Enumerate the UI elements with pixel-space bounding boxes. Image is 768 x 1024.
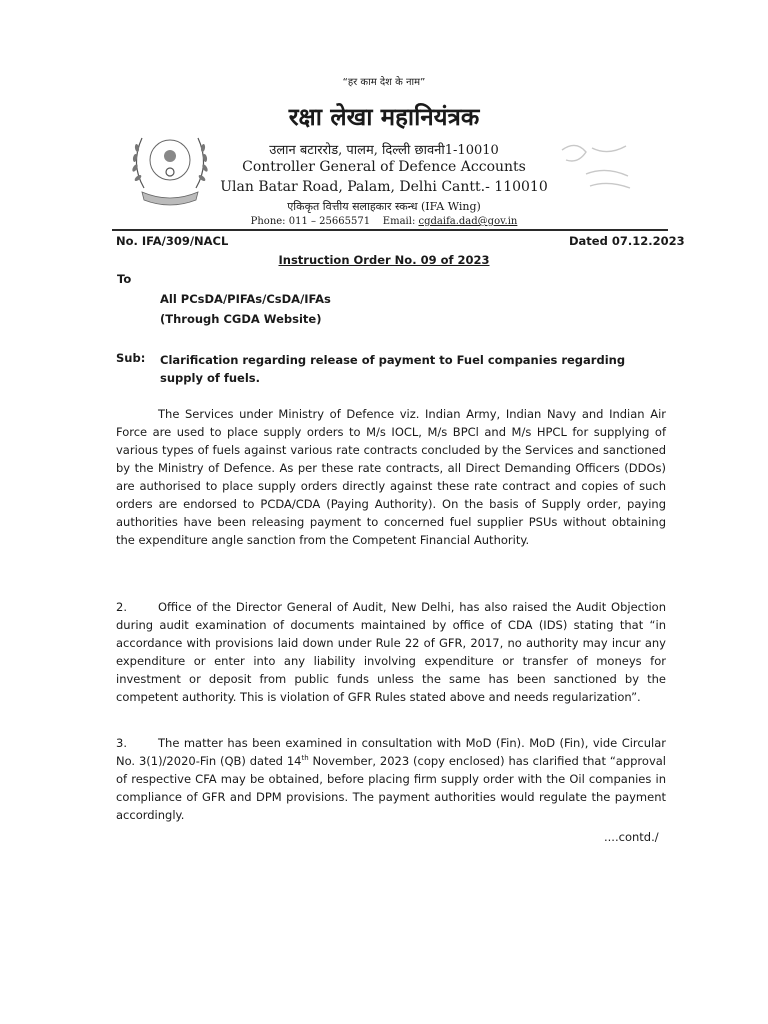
paragraph-3-text-b: November, 2023 (copy enclosed) has clarified that “approval of respective CFA may be obtained, before placing firm supply order with the Oil companies in compliance of GFR and DPM provisions. The payment authorities would regulate the payment accordingly. xyxy=(116,754,666,822)
addressee-line-1: All PCsDA/PIFAs/CsDA/IFAs xyxy=(160,292,331,306)
paragraph-2-text: Office of the Director General of Audit, New Delhi, has also raised the Audit Objection during audit examination of documents maintained by office of CDA (IDS) stating that “in accordance with provisions laid down under Rule 22 of GFR, 2017, no authority may incur any expenditure or enter into any liability involving expenditure or transfer of moneys for investment or deposit from public funds unless the same has been sanctioned by the competent authority. This is violation of GFR Rules stated above and needs regularization”. xyxy=(116,600,666,704)
instruction-order-title: Instruction Order No. 09 of 2023 xyxy=(278,253,490,267)
email-link[interactable]: cgdaifa.dad@gov.in xyxy=(418,216,518,227)
addressee-line-2: (Through CGDA Website) xyxy=(160,312,322,326)
header-divider xyxy=(112,229,668,231)
hindi-address: उलान बटाररोड, पालम, दिल्ली छावनी1-10010 xyxy=(269,143,499,158)
paragraph-3 xyxy=(116,734,666,824)
paragraph-2 xyxy=(116,598,666,706)
english-org-title: Controller General of Defence Accounts xyxy=(242,159,526,175)
paragraph-3-text-a: The matter has been examined in consultation with MoD (Fin). MoD (Fin), vide Circular No. 3(1)/2020-Fin (QB) dated 14 xyxy=(116,736,666,768)
date: Dated 07.12.2023 xyxy=(569,234,685,248)
continued-marker: ....contd./ xyxy=(604,830,659,844)
to-label: To xyxy=(117,272,132,286)
english-address: Ulan Batar Road, Palam, Delhi Cantt.- 110010 xyxy=(220,179,548,195)
file-number: No. IFA/309/NACL xyxy=(116,234,229,248)
subject-text: Clarification regarding release of payment to Fuel companies regarding supply of fuels. xyxy=(160,353,626,385)
email-label: Email: xyxy=(382,216,419,227)
paragraph-3-number: 3. xyxy=(116,736,127,750)
paragraph-3-superscript: th xyxy=(301,754,309,763)
subject-label: Sub: xyxy=(116,351,146,365)
motto: “हर काम देश के नाम” xyxy=(342,77,426,88)
hindi-org-title: रक्षा लेखा महानियंत्रक xyxy=(288,103,480,131)
wing-name: एकिकृत वित्तीय सलाहकार स्कन्ध (IFA Wing) xyxy=(287,200,481,213)
contact-line xyxy=(0,216,768,227)
paragraph-1: The Services under Ministry of Defence viz. Indian Army, Indian Navy and Indian Air Force are used to place supply orders to M/s IOCL, M/s BPCl and M/s HPCL for supplying of various types of fuels against various rate contracts concluded by the Services and sanctioned by the Ministry of Defence. As per these rate contracts, all Direct Demanding Officers (DDOs) are authorised to place supply orders directly against these rate contract and copies of such orders are endorsed to PCDA/CDA (Paying Authority). On the basis of Supply order, paying authorities have been releasing payment to concerned fuel supplier PSUs without obtaining the expenditure angle sanction from the Competent Financial Authority. xyxy=(116,407,666,547)
paragraph-2-number: 2. xyxy=(116,600,127,614)
phone-text: Phone: 011 – 25665571 xyxy=(250,216,371,227)
